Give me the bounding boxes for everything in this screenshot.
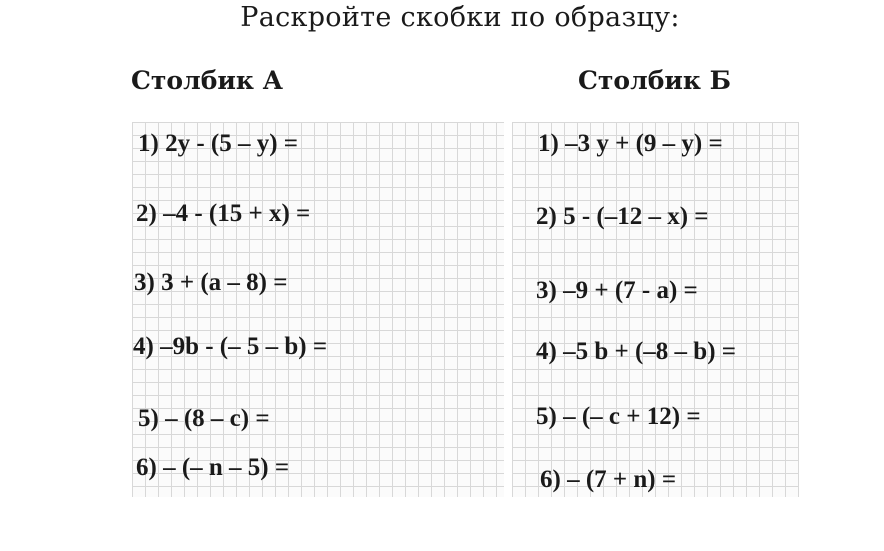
column-a-item-6: 6) – (– n – 5) = [136, 454, 290, 481]
column-b-grid [512, 122, 799, 497]
column-b-item-1: 1) –3 y + (9 – y) = [538, 130, 723, 157]
column-a-item-3: 3) 3 + (a – 8) = [134, 269, 288, 296]
column-a-item-1: 1) 2y - (5 – y) = [138, 130, 299, 157]
column-a-grid [132, 122, 504, 497]
page-title: Раскройте скобки по образцу: [240, 2, 680, 33]
column-b-item-3: 3) –9 + (7 - a) = [536, 277, 698, 304]
column-b-header: Столбик Б [578, 66, 732, 95]
column-b-item-5: 5) – (– c + 12) = [536, 403, 701, 430]
column-a-item-5: 5) – (8 – c) = [138, 405, 270, 432]
column-a-header: Столбик А [131, 66, 284, 95]
column-b-item-2: 2) 5 - (–12 – x) = [536, 203, 709, 230]
column-a-item-2: 2) –4 - (15 + x) = [136, 200, 311, 227]
column-a-item-4: 4) –9b - (– 5 – b) = [133, 333, 328, 360]
column-b-item-6: 6) – (7 + n) = [540, 466, 677, 493]
column-b-item-4: 4) –5 b + (–8 – b) = [536, 338, 737, 365]
